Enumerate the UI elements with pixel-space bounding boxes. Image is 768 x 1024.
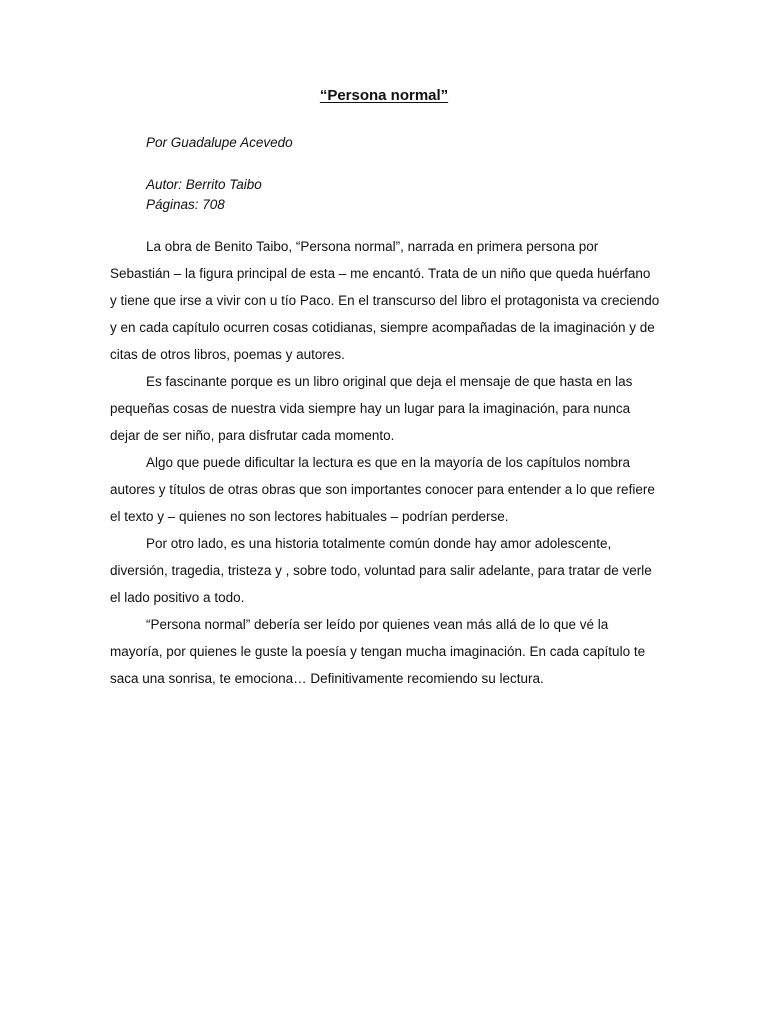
document-title: “Persona normal” [319,87,449,104]
author-line: Autor: Berrito Taibo [146,177,262,192]
paragraph-4: Por otro lado, es una historia totalmente común donde hay amor adolescente, diversión, tragedia, tristeza y , sobre todo, voluntad para salir adelante, para tratar de verle el lado positivo a todo. [110,536,652,605]
review-body [110,233,660,692]
book-info [146,175,262,215]
pages-line: Páginas: 708 [146,197,225,212]
paragraph-1: La obra de Benito Taibo, “Persona normal”, narrada en primera persona por Sebastián – la figura principal de esta – me encantó. Trata de un niño que queda huérfano y tiene que irse a vivir con u tío Paco. En el transcurso del libro el protagonista va creciendo y en cada capítulo ocurren cosas cotidianas, siempre acompañadas de la imaginación y de citas de otros libros, poemas y autores. [110,239,660,362]
paragraph-5: “Persona normal” debería ser leído por quienes vean más allá de lo que vé la mayoría, por quienes le guste la poesía y tengan mucha imaginación. En cada capítulo te saca una sonrisa, te emociona… Definitivamente recomiendo su lectura. [110,617,646,686]
byline: Por Guadalupe Acevedo [146,135,293,150]
paragraph-2: Es fascinante porque es un libro original que deja el mensaje de que hasta en las pequeñas cosas de nuestra vida siempre hay un lugar para la imaginación, para nunca dejar de ser niño, para disfrutar cada momento. [110,374,633,443]
paragraph-3: Algo que puede dificultar la lectura es que en la mayoría de los capítulos nombra autores y títulos de otras obras que son importantes conocer para entender a lo que refiere el texto y – quienes no son lectores habituales – podrían perderse. [110,455,655,524]
